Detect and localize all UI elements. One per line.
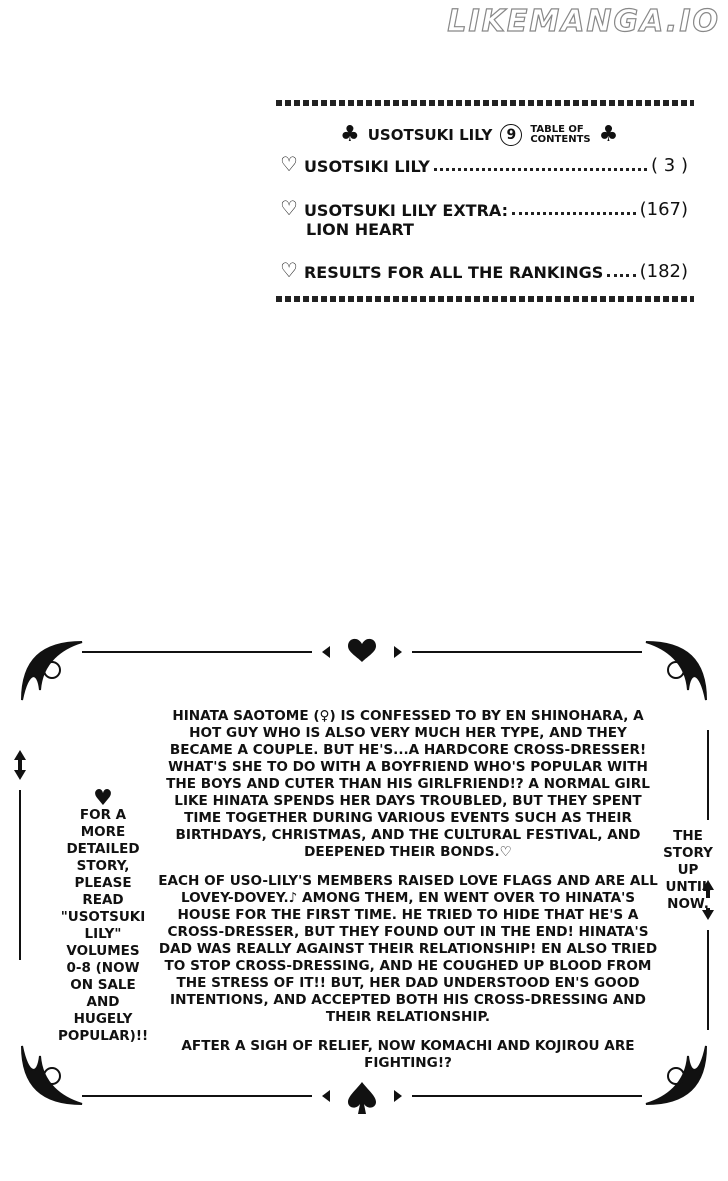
toc-title: USOTSUKI LILY xyxy=(367,125,493,144)
side-note-line: STORY, xyxy=(76,858,130,874)
side-note-line: LILY" xyxy=(84,926,122,942)
side-note-line: 0-8 (NOW xyxy=(66,960,140,976)
side-note-line: STORY xyxy=(663,845,713,861)
volume-number: 9 xyxy=(500,124,522,146)
toc-entry xyxy=(280,258,688,282)
side-note-line: UP xyxy=(677,862,699,878)
toc-entry-page: (182) xyxy=(639,261,688,282)
club-icon: ♣ xyxy=(340,122,360,147)
toc-bottom-rule xyxy=(276,296,694,302)
toc-entry-label: RESULTS FOR ALL THE RANKINGS xyxy=(303,263,604,282)
side-note-line: AND xyxy=(86,994,120,1010)
toc-top-rule xyxy=(276,100,694,106)
toc-header xyxy=(340,122,618,147)
club-icon: ♣ xyxy=(598,122,619,147)
side-note-line: POPULAR)!! xyxy=(58,1028,149,1044)
toc-entry xyxy=(280,152,688,176)
toc-entry xyxy=(280,196,688,220)
side-note-line: UNTIL xyxy=(665,879,711,895)
side-note-left xyxy=(58,786,149,1045)
summary-paragraph: HINATA SAOTOME (♀) IS CONFESSED TO BY EN SHINOHARA, A HOT GUY WHO IS ALSO VERY MUCH HER TYPE, AND THEY BECAME A COUPLE. BUT HE'S...A HARDCORE CROSS-DRESSER! WHAT'S SHE TO DO WITH A BOYFRIEND WHO'S POPULAR WITH THE BOYS AND CUTER THAN HIS GIRLFRIEND!? A NORMAL GIRL LIKE HINATA SPENDS HER DAYS TROUBLED, BUT THEY SPENT TIME TOGETHER DURING VARIOUS EVENTS SUCH AS THEIR BIRTHDAYS, CHRISTMAS, AND THE CULTURAL FESTIVAL, AND DEEPENED THEIR BONDS.♡ xyxy=(166,708,650,860)
toc-entry-label: USOTSUKI LILY EXTRA: xyxy=(303,201,508,220)
toc-entry-page: ( 3 ) xyxy=(651,155,688,176)
summary-paragraph: EACH OF USO-LILY'S MEMBERS RAISED LOVE FLAGS AND ARE ALL LOVEY-DOVEY.♪ AMONG THEM, EN WENT OVER TO HINATA'S HOUSE FOR THE FIRST TIME. HE TRIED TO HIDE THAT HE'S A CROSS-DRESSER, BUT THEY FOUND OUT IN THE END! HINATA'S DAD WAS REALLY AGAINST THEIR RELATIONSHIP! EN ALSO TRIED TO STOP CROSS-DRESSING, AND HE COUGHED UP BLOOD FROM THE STRESS OF IT!! BUT, HER DAD UNDERSTOOD EN'S GOOD INTENTIONS, AND ACCEPTED BOTH HIS CROSS-DRESSING AND THEIR RELATIONSHIP. xyxy=(158,873,658,1025)
side-note-line: MORE xyxy=(80,824,126,840)
leader-dots xyxy=(607,274,635,277)
toc-subtitle-line-1: TABLE OF xyxy=(530,123,584,135)
side-note-right xyxy=(660,828,716,913)
toc-entry-page: (167) xyxy=(639,199,688,220)
story-summary xyxy=(156,708,660,1084)
heart-icon: ♥ xyxy=(93,786,113,811)
summary-paragraph: AFTER A SIGH OF RELIEF, NOW KOMACHI AND KOJIROU ARE FIGHTING!? xyxy=(181,1038,635,1071)
side-note-line: READ xyxy=(82,892,124,908)
side-note-line: ON SALE xyxy=(70,977,136,993)
heart-icon: ♡ xyxy=(280,258,298,282)
leader-dots xyxy=(512,212,636,215)
side-note-line: THE xyxy=(673,828,703,844)
toc-entry-label: USOTSIKI LILY xyxy=(303,157,430,176)
heart-icon: ♡ xyxy=(280,196,298,220)
side-note-line: DETAILED xyxy=(66,841,140,857)
side-note-line: PLEASE xyxy=(74,875,132,891)
table-of-contents xyxy=(276,100,694,302)
side-note-line: HUGELY xyxy=(73,1011,133,1027)
heart-icon: ♡ xyxy=(280,152,298,176)
toc-entry-label-continued: LION HEART xyxy=(306,220,414,239)
side-note-line: FOR A xyxy=(79,807,127,823)
side-note-line: NOW. xyxy=(667,896,709,912)
watermark: LIKEMANGA.IO xyxy=(447,4,720,39)
leader-dots xyxy=(434,168,647,171)
side-note-line: VOLUMES xyxy=(66,943,140,959)
side-note-line: "USOTSUKI xyxy=(60,909,146,925)
toc-subtitle xyxy=(530,125,590,145)
toc-subtitle-line-2: CONTENTS xyxy=(530,133,591,145)
